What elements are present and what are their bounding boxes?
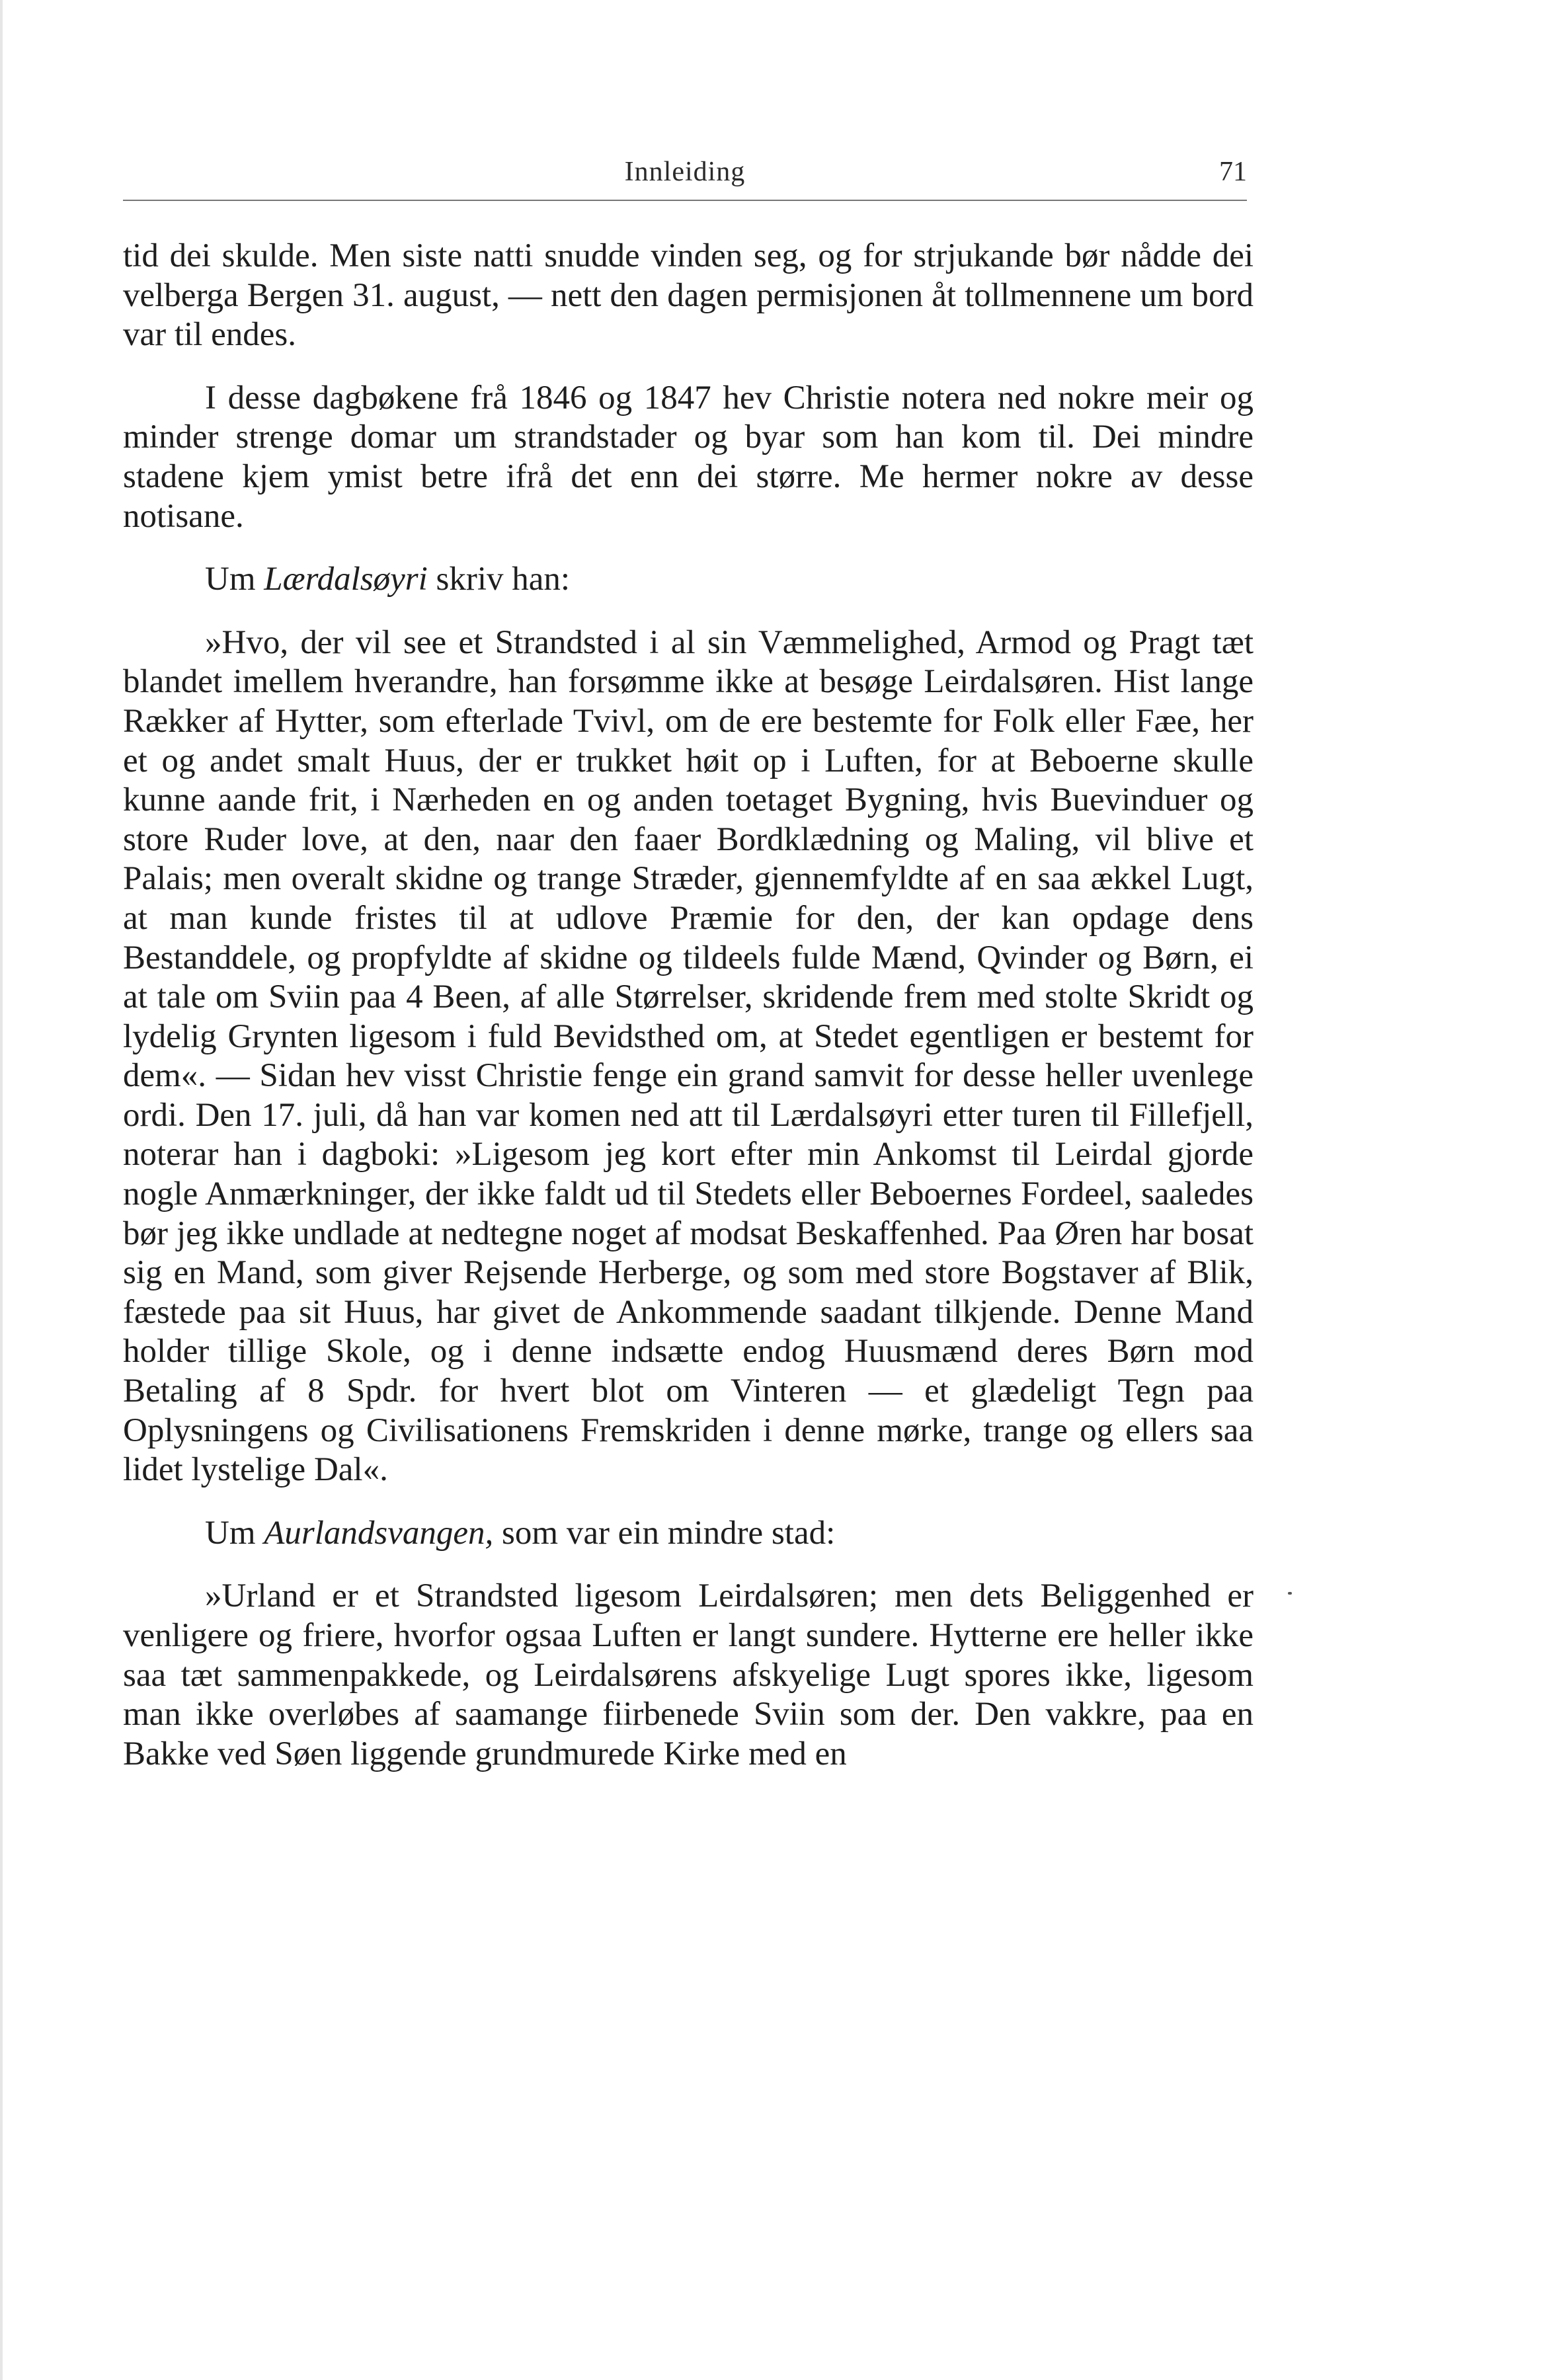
running-title: Innleiding bbox=[624, 157, 746, 187]
paragraph-3-lead: Um bbox=[205, 561, 264, 598]
paragraph-2: I desse dagbøkene frå 1846 og 1847 hev Christie notera ned nokre meir og minder strenge domar um strandstader og byar som han kom til. Dei mindre stadene kjem ymist betre ifrå det enn dei større. Me hermer nokre av desse notisane. bbox=[123, 379, 1254, 535]
header-rule bbox=[123, 200, 1247, 201]
paragraph-4: »Hvo, der vil see et Strandsted i al sin Væmmelighed, Armod og Pragt tæt blandet imellem hverandre, han forsømme ikke at besøge Leirdalsøren. Hist lange Rækker af Hytter, som efterlade Tvivl, om de ere bestemte for Folk eller Fæe, her et og andet smalt Huus, der er trukket høit op i Luften, for at Beboerne skulle kunne aande frit, i Nærheden en og anden toetaget Bygning, hvis Buevinduer og store Ruder love, at den, naar den faaer Bordklædning og Maling, vil blive et Palais; men overalt skidne og trange Stræder, gjennemfyldte af en saa ækkel Lugt, at man kunde fristes til at udlove Præmie for den, der kan opdage dens Bestanddele, og propfyldte af skidne og tildeels fulde Mænd, Qvinder og Børn, ei at tale om Sviin paa 4 Been, af alle Størrelser, skridende frem med stolte Skridt og lydelig Grynten ligesom i fuld Bevidsthed om, at Stedet egentligen er bestemt for dem«. — Sidan hev visst Christie fenge ein grand samvit for desse heller uvenlege ordi. Den 17. juli, då han var komen ned att til Lærdalsøyri etter turen til Fillefjell, noterar han i dagboki: »Ligesom jeg kort efter min Ankomst til Leirdal gjorde nogle Anmærkninger, der ikke faldt ud til Stedets eller Beboernes Fordeel, saaledes bør jeg ikke undlade at nedtegne noget af modsat Beskaffenhed. Paa Øren har bosat sig en Mand, som giver Rejsende Herberge, og som med store Bogstaver af Blik, fæstede paa sit Huus, har givet de Ankommende saadant tilkjende. Denne Mand holder tillige Skole, og i denne indsætte endog Huusmænd deres Børn mod Betaling af 8 Spdr. for hvert blot om Vinteren — et glædeligt Tegn paa Oplysningens og Civilisationens Fremskriden i denne mørke, trange og ellers saa lidet lystelige Dal«. bbox=[123, 623, 1254, 1489]
place-name-laerdalsoyri: Lærdalsøyri bbox=[264, 561, 428, 598]
margin-mark bbox=[1288, 1592, 1292, 1595]
paragraph-5 bbox=[123, 1514, 1254, 1554]
paragraph-1: tid dei skulde. Men siste natti snudde vinden seg, og for strjukande bør nådde dei velberga Bergen 31. august, — nett den dagen permisjonen åt tollmennene um bord var til endes. bbox=[123, 237, 1254, 354]
page-edge bbox=[0, 0, 3, 2380]
paragraph-5-tail: som var ein mindre stad: bbox=[493, 1514, 836, 1552]
paragraph-3 bbox=[123, 560, 1254, 600]
page-header bbox=[123, 156, 1247, 202]
paragraph-6: »Urland er et Strandsted ligesom Leirdalsøren; men dets Beliggenhed er venligere og friere, hvorfor ogsaa Luften er langt sundere. Hytterne ere heller ikke saa tæt sammenpakkede, og Leirdalsørens afskyelige Lugt spores ikke, ligesom man ikke overløbes af saamange fiirbenede Sviin som der. Den vakkre, paa en Bakke ved Søen liggende grundmurede Kirke med en bbox=[123, 1577, 1254, 1772]
paragraph-5-lead: Um bbox=[205, 1514, 264, 1552]
body-text bbox=[123, 237, 1254, 1774]
page-number: 71 bbox=[1219, 157, 1247, 187]
paragraph-3-tail: skriv han: bbox=[427, 561, 571, 598]
place-name-aurlandsvangen: Aurlandsvangen, bbox=[264, 1514, 494, 1552]
